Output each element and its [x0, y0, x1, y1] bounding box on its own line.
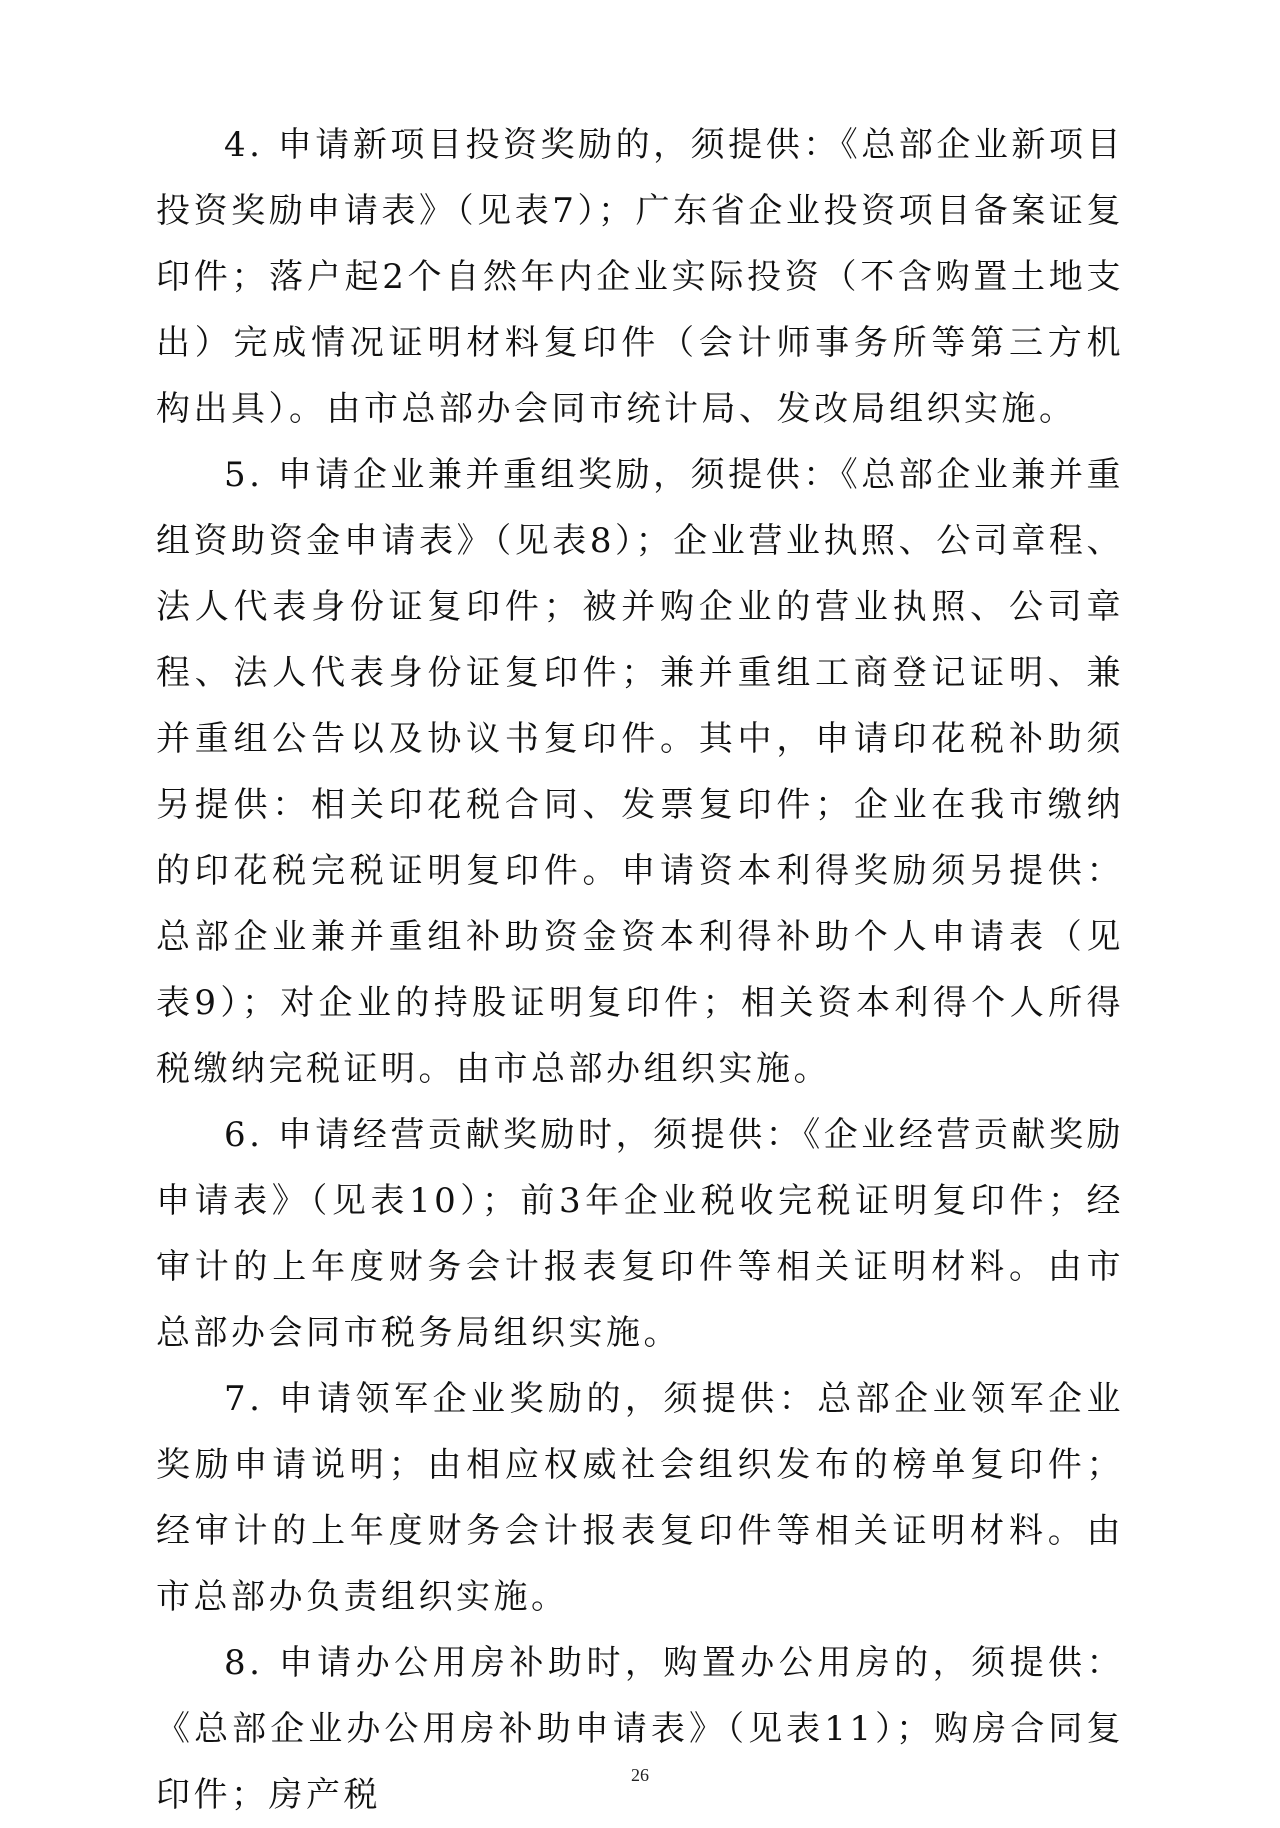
document-body: [156, 112, 1124, 1828]
page-number: 26: [631, 1765, 649, 1785]
paragraph-item-4: 4. 申请新项目投资奖励的，须提供：《总部企业新项目投资奖励申请表》（见表7）；广东省企业投资项目备案证复印件；落户起2个自然年内企业实际投资（不含购置土地支出）完成情况证明材料复印件（会计师事务所等第三方机构出具）。由市总部办会同市统计局、发改局组织实施。: [156, 125, 1124, 429]
paragraph-item-7: 7. 申请领军企业奖励的，须提供：总部企业领军企业奖励申请说明；由相应权威社会组织发布的榜单复印件；经审计的上年度财务会计报表复印件等相关证明材料。由市总部办负责组织实施。: [156, 1379, 1124, 1617]
paragraph-item-8: 8. 申请办公用房补助时，购置办公用房的，须提供：《总部企业办公用房补助申请表》（见表11）；购房合同复印件；房产税: [156, 1643, 1124, 1815]
paragraph-item-6: 6. 申请经营贡献奖励时，须提供：《企业经营贡献奖励申请表》（见表10）；前3年企业税收完税证明复印件；经审计的上年度财务会计报表复印件等相关证明材料。由市总部办会同市税务局组织实施。: [156, 1115, 1124, 1353]
paragraph-item-5: 5. 申请企业兼并重组奖励，须提供：《总部企业兼并重组资助资金申请表》（见表8）；企业营业执照、公司章程、法人代表身份证复印件；被并购企业的营业执照、公司章程、法人代表身份证复印件；兼并重组工商登记证明、兼并重组公告以及协议书复印件。其中，申请印花税补助须另提供：相关印花税合同、发票复印件；企业在我市缴纳的印花税完税证明复印件。申请资本利得奖励须另提供：总部企业兼并重组补助资金资本利得补助个人申请表（见表9）；对企业的持股证明复印件；相关资本利得个人所得税缴纳完税证明。由市总部办组织实施。: [156, 455, 1124, 1089]
